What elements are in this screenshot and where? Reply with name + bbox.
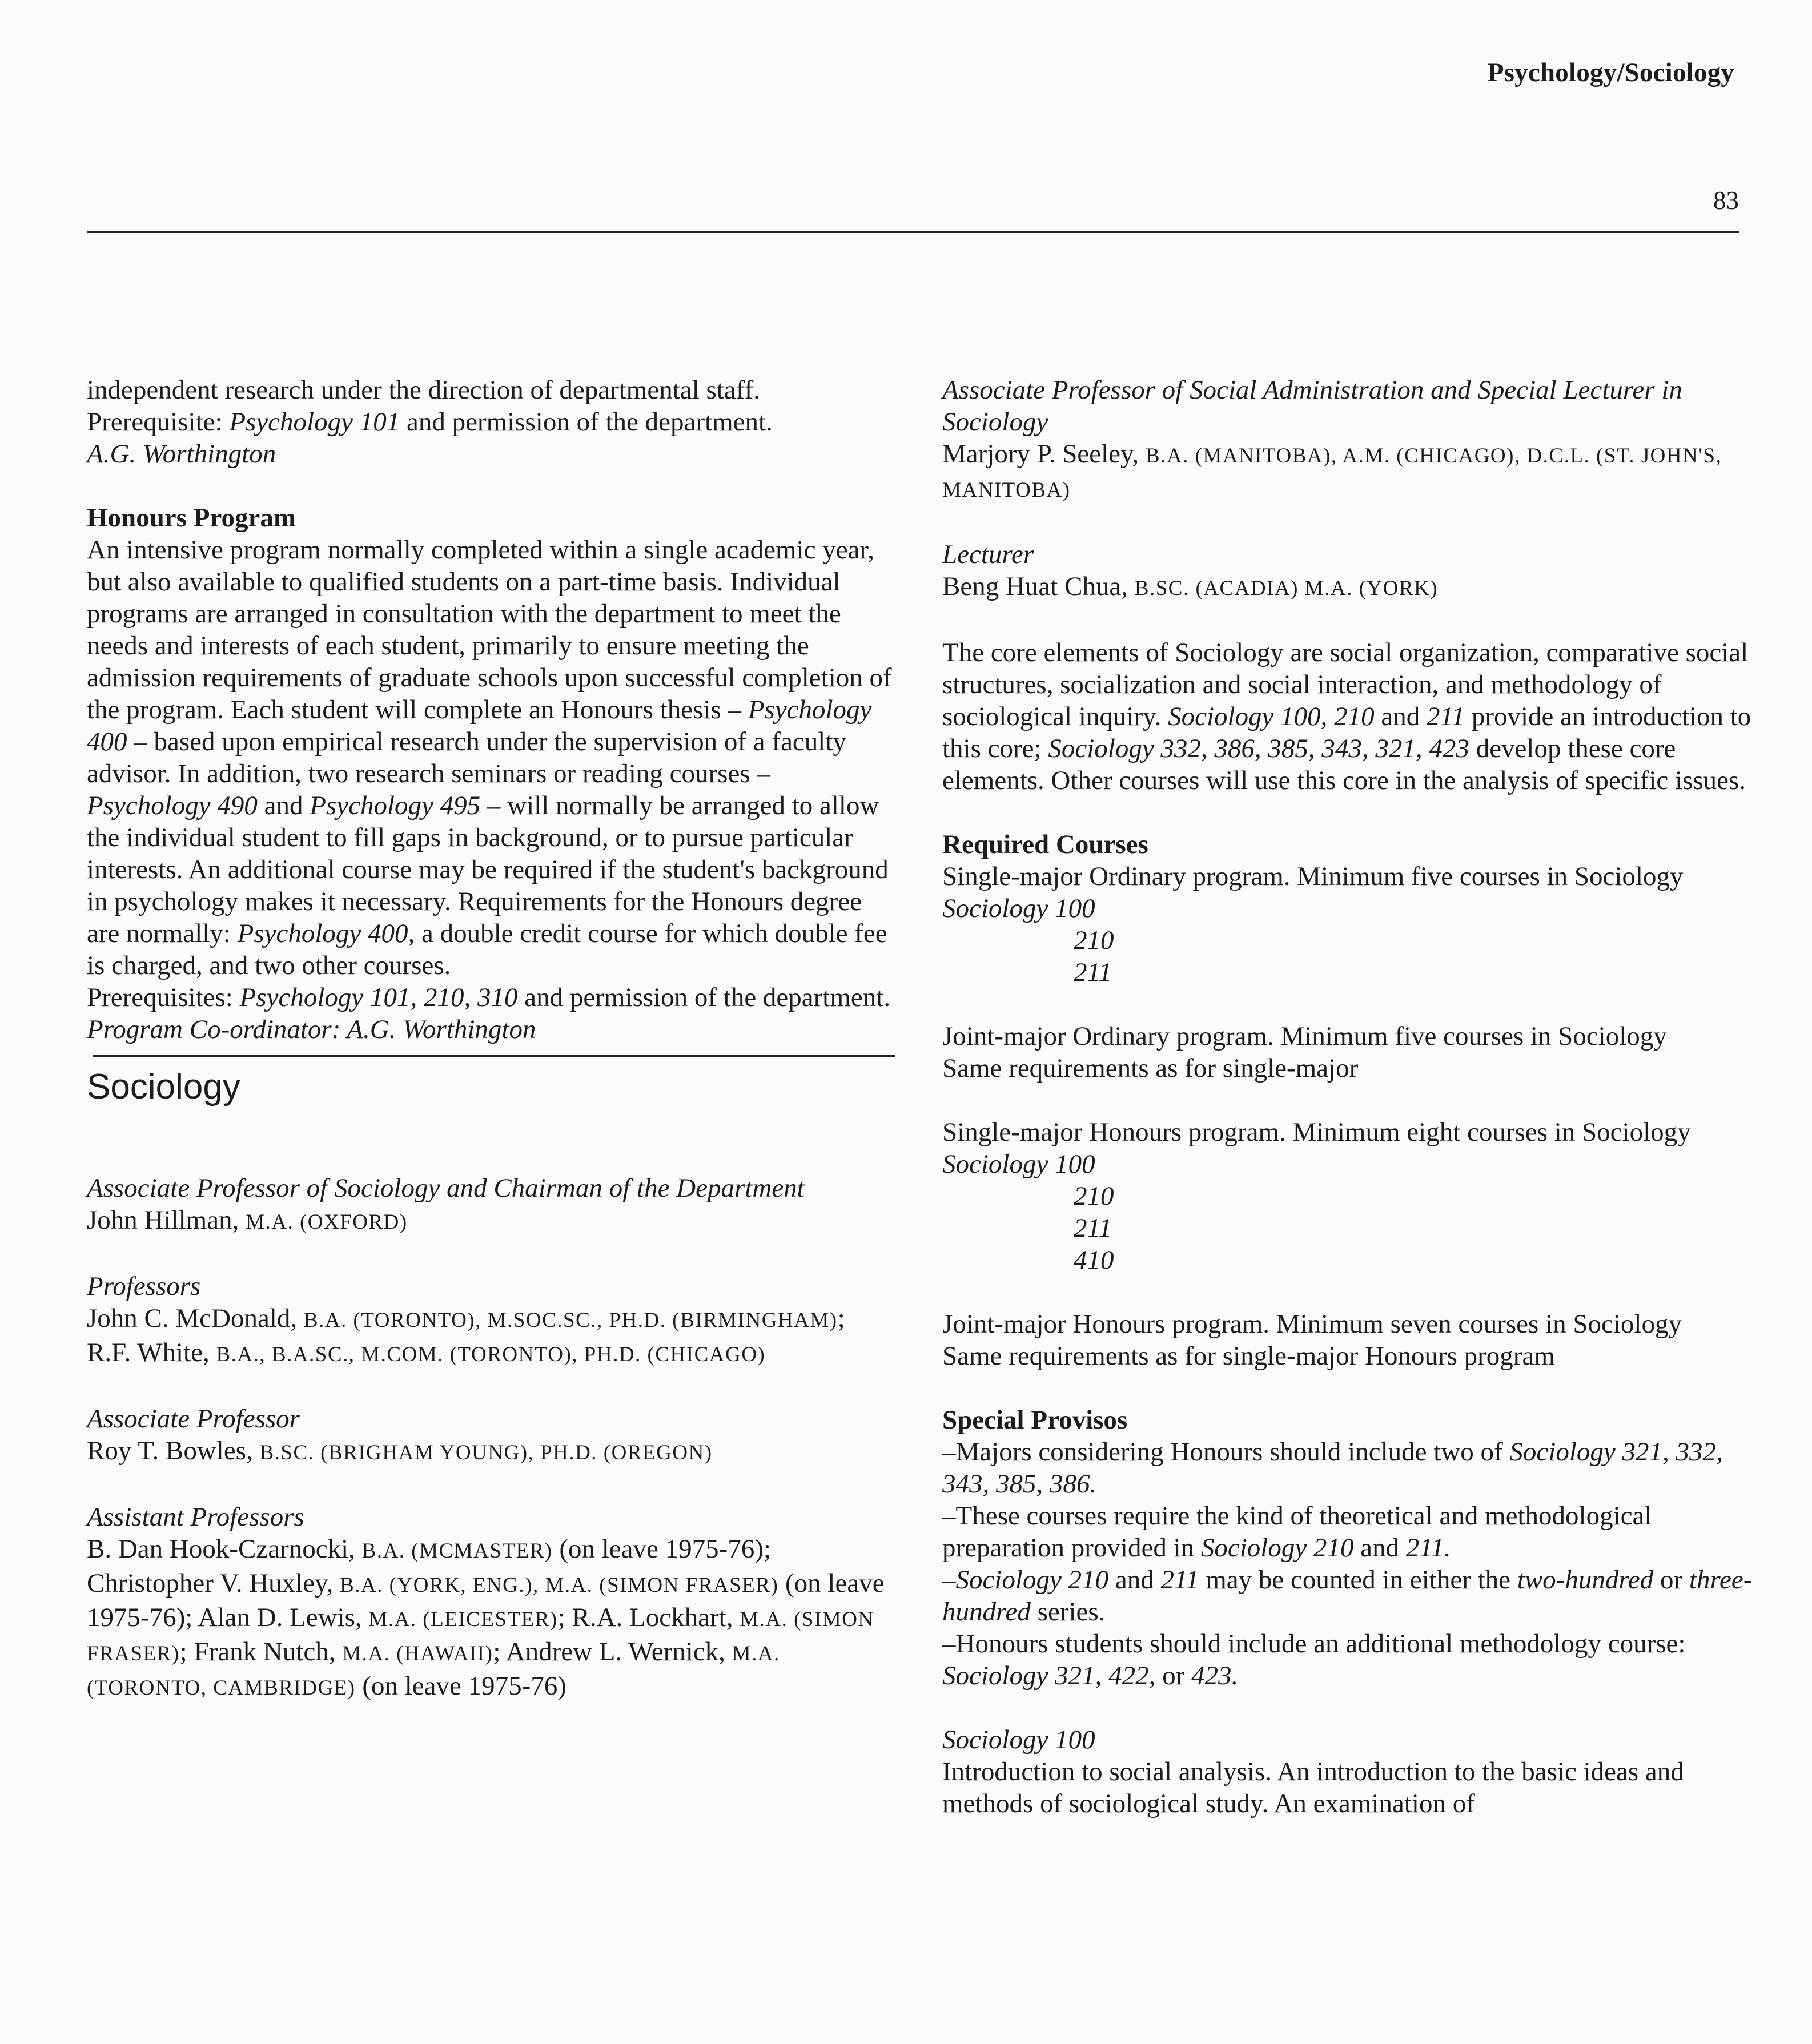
proviso-item: –Majors considering Honours should include two of Sociology 321, 332, 343, 385, 386. — [942, 1437, 1723, 1499]
honours-program-description: An intensive program normally completed within a single academic year, but also available to qualified students on a part-time basis. Individual programs are arranged in consultation with the department to meet the needs and interests of each student, primarily to ensure meeting the admission requirements of graduate schools upon successful completion of the program. Each student will complete an Honours thesis – Psychology 400 – based upon empirical research under the supervision of a faculty advisor. In addition, two research seminars or reading courses – Psychology 490 and Psychology 495 – will normally be arranged to allow the individual student to fill gaps in background, or to pursue particular interests. An additional course may be required if the student's background in psychology makes it necessary. Requirements for the Honours degree are normally: Psychology 400, a double credit course for which double fee is charged, and two other courses. — [87, 535, 892, 980]
course-list-item: 211 — [1074, 1213, 1112, 1243]
course-list-item: 211 — [1074, 957, 1112, 987]
psychology-course-tail: independent research under the direction of departmental staff. Prerequisite: Psychology 101 and permission of the department. A.G. Worthington — [87, 375, 773, 469]
sociology-section-title: Sociology — [87, 1067, 240, 1107]
assistant-professors-entry: B. Dan Hook-Czarnocki, B.A. (MCMASTER) (on leave 1975-76); Christopher V. Huxley, B.A. (YORK, ENG.), M.A. (SIMON FRASER) (on leave 1975-76); Alan D. Lewis, M.A. (LEICESTER); R.A. Lockhart, M.A. (SIMON FRASER); Frank Nutch, M.A. (HAWAII); Andrew L. Wernick, M.A. (TORONTO, CAMBRIDGE) (on leave 1975-76) — [87, 1534, 885, 1701]
header-rule — [87, 231, 1739, 233]
required-courses-heading: Required Courses — [942, 830, 1148, 859]
proviso-item: –Sociology 210 and 211 may be counted in either the two-hundred or three-hundred series. — [942, 1565, 1753, 1627]
page-number: 83 — [1713, 186, 1739, 215]
instructor-name: A.G. Worthington — [87, 439, 276, 469]
lecturer-entry: Beng Huat Chua, B.SC. (ACADIA) M.A. (YORK) — [942, 572, 1439, 601]
professors-title: Professors — [87, 1272, 201, 1301]
running-head: Psychology/Sociology — [1487, 58, 1734, 87]
single-major-ordinary: Single-major Ordinary program. Minimum five courses in Sociology — [942, 862, 1684, 891]
core-elements-paragraph: The core elements of Sociology are social organization, comparative social structures, socialization and social interaction, and methodology of sociological inquiry. Sociology 100, 210 and 211 provide an introduction to this core; Sociology 332, 386, 385, 343, 321, 423 develop these core elements. Other courses will use this core in the analysis of specific issues. — [942, 638, 1751, 795]
course-list-item: 210 — [1074, 926, 1114, 955]
chair-title: Associate Professor of Sociology and Chairman of the Department — [87, 1173, 805, 1203]
special-provisos-heading: Special Provisos — [942, 1405, 1128, 1435]
joint-major-ordinary: Joint-major Ordinary program. Minimum five courses in Sociology — [942, 1021, 1667, 1051]
joint-major-ordinary-note: Same requirements as for single-major — [942, 1053, 1359, 1083]
lecturer-title: Lecturer — [942, 540, 1034, 569]
joint-major-honours: Joint-major Honours program. Minimum seven courses in Sociology — [942, 1309, 1682, 1339]
proviso-item: –Honours students should include an additional methodology course: Sociology 321, 422, or 423. — [942, 1629, 1686, 1691]
assistant-professors-title: Assistant Professors — [87, 1502, 304, 1532]
social-admin-entry: Marjory P. Seeley, B.A. (MANITOBA), A.M. (CHICAGO), D.C.L. (ST. JOHN'S, MANITOBA) — [942, 439, 1722, 502]
course-list-item: Sociology 100 — [942, 1149, 1095, 1179]
associate-professor-title: Associate Professor — [87, 1404, 300, 1434]
course-list-item: 410 — [1074, 1245, 1114, 1275]
sociology-100-title: Sociology 100 — [942, 1725, 1095, 1755]
joint-major-honours-note: Same requirements as for single-major Honours program — [942, 1341, 1555, 1371]
program-coordinator: Program Co-ordinator: A.G. Worthington — [87, 1015, 536, 1044]
right-column — [942, 374, 1753, 1820]
section-rule — [93, 1055, 895, 1057]
single-major-honours: Single-major Honours program. Minimum eight courses in Sociology — [942, 1117, 1691, 1147]
chair-entry: John Hillman, M.A. (OXFORD) — [87, 1205, 408, 1235]
left-column — [87, 374, 895, 1704]
professors-entry: John C. McDonald, B.A. (TORONTO), M.SOC.SC., PH.D. (BIRMINGHAM); R.F. White, B.A., B.A.SC., M.COM. (TORONTO), PH.D. (CHICAGO) — [87, 1303, 845, 1367]
honours-program-heading: Honours Program — [87, 503, 296, 533]
course-list-item: 210 — [1074, 1181, 1114, 1211]
course-list-item: Sociology 100 — [942, 894, 1095, 923]
social-admin-title: Associate Professor of Social Administration and Special Lecturer in Sociology — [942, 375, 1682, 437]
honours-prerequisites: Prerequisites: Psychology 101, 210, 310 and permission of the department. — [87, 983, 891, 1012]
sociology-100-description: Introduction to social analysis. An introduction to the basic ideas and methods of sociological study. An examination of — [942, 1757, 1684, 1818]
proviso-item: –These courses require the kind of theoretical and methodological preparation provided in Sociology 210 and 211. — [942, 1501, 1652, 1563]
associate-professor-entry: Roy T. Bowles, B.SC. (BRIGHAM YOUNG), PH.D. (OREGON) — [87, 1436, 713, 1466]
